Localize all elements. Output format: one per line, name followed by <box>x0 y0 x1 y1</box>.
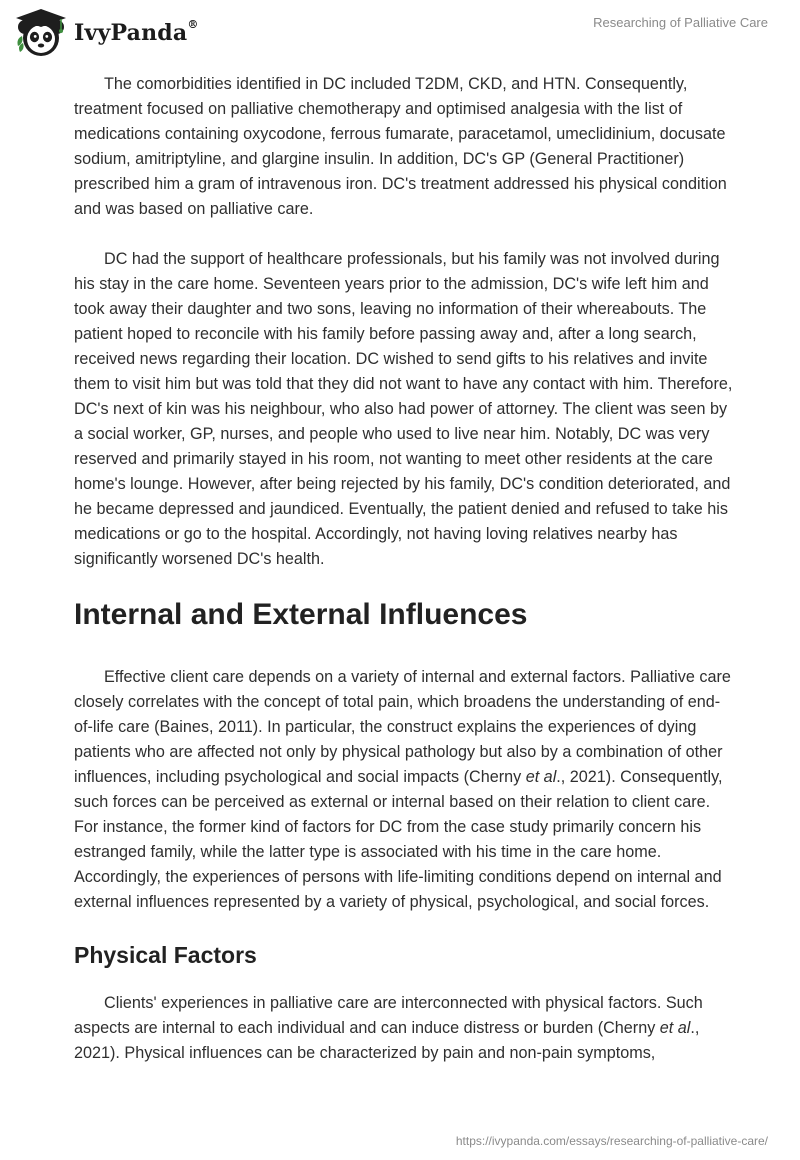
graduation-panda-icon <box>14 6 68 58</box>
paragraph-text: Effective client care depends on a variety of internal and external factors. Palliative care closely correlates with the concept of total pain, which broadens the understanding of end-of-life care (Baines, 2011). In particular, the construct explains the experiences of dying patients who are affected not only by physical pathology but also by a combination of other influences, including psychological and social impacts (Cherny <box>74 668 731 786</box>
paragraph-text: ., 2021). Physical influences can be characterized by pain and non-pain symptoms, <box>74 1019 700 1062</box>
article-body <box>74 72 734 1091</box>
citation-et-al: et al <box>525 768 557 786</box>
page-header <box>0 0 800 60</box>
document-title: Researching of Palliative Care <box>593 15 768 30</box>
ivypanda-logo[interactable] <box>14 6 199 58</box>
heading-internal-external-influences: Internal and External Influences <box>74 598 528 631</box>
brand-name <box>74 17 199 46</box>
paragraph-family-support: DC had the support of healthcare professionals, but his family was not involved during his stay in the care home. Seventeen years prior to the admission, DC's wife left him and took away their daughter and two sons, leaving no information of their whereabouts. The patient hoped to reconcile with his family before passing away and, after a long search, received news regarding their location. DC wished to send gifts to his relatives and invite them to visit him but was told that they did not want to have any contact with him. Therefore, DC's next of kin was his neighbour, who also had power of attorney. The client was seen by a social worker, GP, nurses, and people who used to live near him. Notably, DC was very reserved and primarily stayed in his room, not wanting to meet other residents at the care home's lounge. However, after being rejected by his family, DC's condition deteriorated, and he became depressed and jaundiced. Eventually, the patient denied and refused to take his medications or go to the hospital. Accordingly, not having loving relatives nearby has significantly worsened DC's health. <box>74 250 733 568</box>
citation-et-al: et al <box>659 1019 691 1037</box>
source-url[interactable]: https://ivypanda.com/essays/researching-of-palliative-care/ <box>455 1134 768 1148</box>
paragraph-influences <box>74 665 734 915</box>
paragraph-comorbidities: The comorbidities identified in DC included T2DM, CKD, and HTN. Consequently, treatment focused on palliative chemotherapy and optimised analgesia with the list of medications containing oxycodone, ferrous fumarate, paracetamol, umeclidinium, docusate sodium, amitriptyline, and glargine insulin. In addition, DC's GP (General Practitioner) prescribed him a gram of intravenous iron. DC's treatment addressed his physical condition and was based on palliative care. <box>74 75 727 218</box>
registered-mark: ® <box>187 17 199 31</box>
heading-physical-factors: Physical Factors <box>74 942 257 968</box>
brand-text: IvyPanda <box>74 20 188 46</box>
paragraph-physical-factors <box>74 991 734 1066</box>
paragraph-text: ., 2021). Consequently, such forces can be perceived as external or internal based on their relation to client care. For instance, the former kind of factors for DC from the case study primarily concern his estranged family, while the latter type is associated with his time in the care home. Accordingly, the experiences of persons with life-limiting conditions depend on internal and external influences represented by a variety of physical, psychological, and social forces. <box>74 768 723 911</box>
paragraph-text: Clients' experiences in palliative care are interconnected with physical factors. Such aspects are internal to each individual and can induce distress or burden (Cherny <box>74 994 703 1037</box>
